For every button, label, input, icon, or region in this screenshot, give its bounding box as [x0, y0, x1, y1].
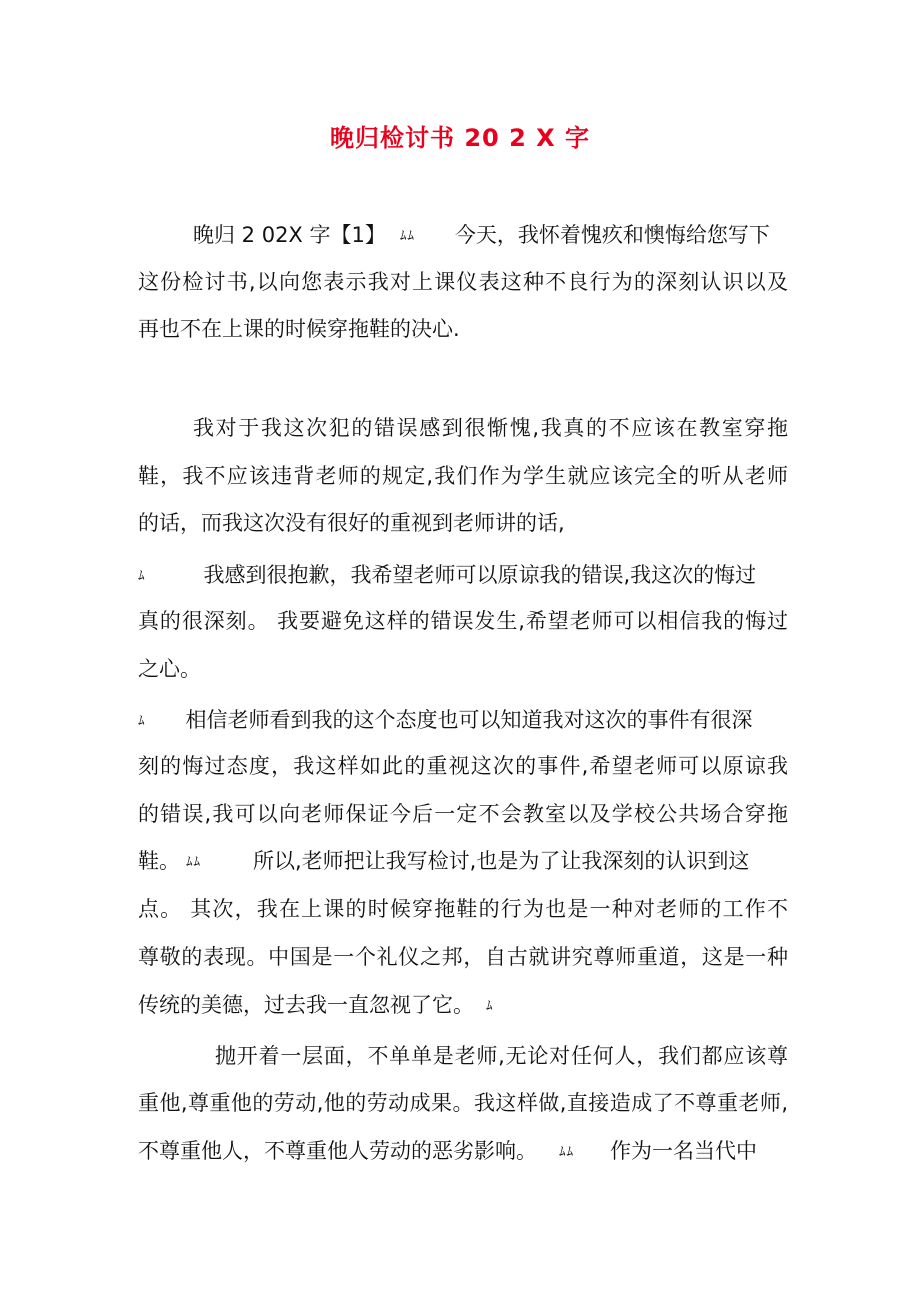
paragraph-3-line-3: 之心。 [138, 657, 201, 681]
paragraph-4-line-7 [138, 990, 788, 1022]
paragraph-5-line-1: 抛开着一层面，不单单是老师,无论对任何人，我们都应该尊 [215, 1044, 788, 1068]
text-run: 传统的美德，过去我一直忽视了它。 [138, 993, 474, 1017]
paragraph-4-line-2: 刻的悔过态度，我这样如此的重视这次的事件,希望老师可以原谅我 [138, 754, 788, 778]
text-run: 鞋。 [138, 849, 180, 873]
text-run: 作为一名当代中 [610, 1139, 757, 1163]
paragraph-4-line-6: 尊敬的表现。中国是一个礼仪之邦，自古就讲究尊师重道，这是一种 [138, 945, 788, 969]
text-run: 相信老师看到我的这个态度也可以知道我对这次的事件有很深 [185, 708, 753, 732]
paragraph-1-line-1 [193, 220, 788, 252]
paragraph-4-line-3: 的错误,我可以向老师保证今后一定不会教室以及学校公共场合穿拖 [138, 802, 788, 826]
text-run: 所以,老师把让我写检讨,也是为了让我深刻的认识到这 [253, 849, 750, 873]
bullet-mark: ﾑ [138, 714, 146, 729]
paragraph-5-line-3 [138, 1136, 788, 1168]
paragraph-4-line-4 [138, 846, 788, 878]
text-run: 今天，我怀着愧疚和懊悔给您写下 [454, 223, 770, 247]
paragraph-2-line-2: 鞋，我不应该违背老师的规定,我们作为学生就应该完全的听从老师 [138, 464, 788, 488]
bullet-mark: ﾑﾑ [399, 229, 415, 244]
paragraph-4-line-5: 点。 其次，我在上课的时候穿拖鞋的行为也是一种对老师的工作不 [138, 897, 788, 921]
bullet-mark: ﾑ [138, 569, 146, 584]
paragraph-1-line-3: 再也不在上课的时候穿拖鞋的决心. [138, 317, 460, 341]
text-run: 不尊重他人，不尊重他人劳动的恶劣影响。 [138, 1139, 537, 1163]
paragraph-2-line-3: 的话，而我这次没有很好的重视到老师讲的话, [138, 511, 565, 535]
paragraph-1-line-2: 这份检讨书,以向您表示我对上课仪表这种不良行为的深刻认识以及 [138, 270, 788, 294]
paragraph-3-line-1 [138, 560, 788, 592]
bullet-mark: ﾑ [486, 999, 494, 1014]
bullet-mark: ﾑﾑ [559, 1145, 574, 1160]
paragraph-4-line-1 [138, 705, 788, 737]
paragraph-2-line-1: 我对于我这次犯的错误感到很惭愧,我真的不应该在教室穿拖 [193, 416, 788, 440]
paragraph-5-line-2: 重他,尊重他的劳动,他的劳动成果。我这样做,直接造成了不尊重老师, [138, 1091, 788, 1115]
text-run: 我感到很抱歉，我希望老师可以原谅我的错误,我这次的悔过 [203, 563, 757, 587]
bullet-mark: ﾑﾑ [186, 855, 201, 870]
text-run: 晚归 2 02X 字【1】 [193, 223, 386, 247]
paragraph-3-line-2: 真的很深刻。 我要避免这样的错误发生,希望老师可以相信我的悔过 [138, 609, 788, 633]
document-title: 晚归检讨书 20 2 X 字 [329, 124, 591, 152]
